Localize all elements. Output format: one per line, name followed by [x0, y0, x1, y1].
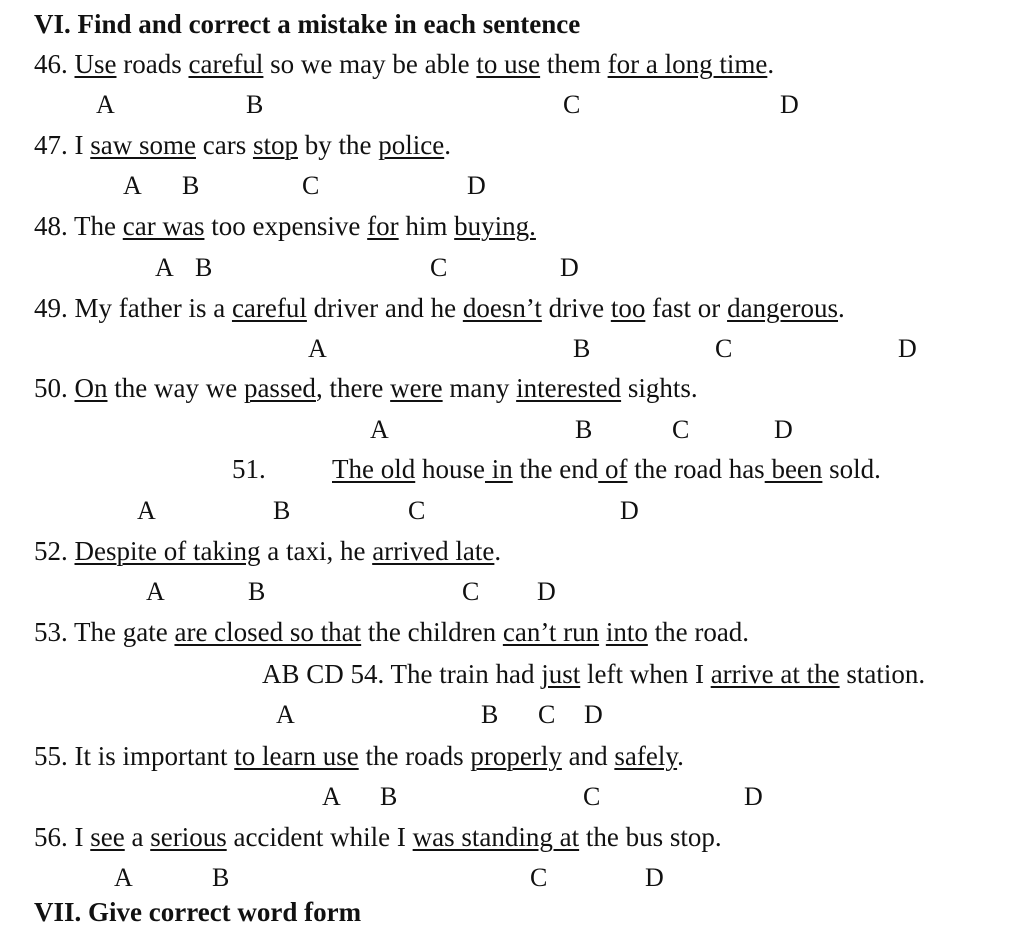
- option-46-c: to use: [476, 49, 541, 79]
- letter-50-a: A: [370, 415, 389, 444]
- letter-51-c: C: [408, 496, 426, 525]
- letter-47-d: D: [467, 171, 486, 200]
- option-52-ab: Despite of taking: [74, 536, 261, 566]
- sentence-48: 48. The car was too expensive for him buying.: [34, 211, 536, 241]
- option-48-d: buying.: [454, 211, 536, 241]
- letter-46-c: C: [563, 90, 581, 119]
- option-55-c: properly: [470, 741, 562, 771]
- option-53-c: can’t run: [502, 617, 600, 647]
- sentence-52: 52. Despite of taking a taxi, he arrived late.: [34, 536, 502, 566]
- sentence-50: 50. On the way we passed, there were many interested sights.: [34, 373, 698, 403]
- sentence-56: 56. I see a serious accident while I was standing at the bus stop.: [34, 822, 722, 852]
- option-49-a: careful: [231, 293, 307, 323]
- letter-55-b: B: [380, 782, 398, 811]
- option-49-b: doesn’t: [462, 293, 542, 323]
- option-50-b: passed: [243, 373, 316, 403]
- sentence-53: 53. The gate are closed so that the children can’t run into the road.: [34, 617, 750, 647]
- sentence-47: 47. I saw some cars stop by the police.: [34, 130, 451, 160]
- letter-51-d: D: [620, 496, 639, 525]
- letter-56-a: A: [114, 863, 133, 892]
- letter-52-c: C: [462, 577, 480, 606]
- option-46-b: careful: [188, 49, 264, 79]
- option-47-d: police: [378, 130, 445, 160]
- letter-50-c: C: [672, 415, 690, 444]
- option-50-d: interested: [516, 373, 622, 403]
- letter-54-d: D: [584, 700, 603, 729]
- option-51-d: been: [764, 454, 823, 484]
- letter-48-d: D: [560, 253, 579, 282]
- sentence-54: AB CD 54. The train had just left when I arrive at the station.: [262, 659, 926, 689]
- letter-55-a: A: [322, 782, 341, 811]
- option-55-ab: to learn use: [234, 741, 359, 771]
- option-49-c: too: [610, 293, 646, 323]
- letter-47-c: C: [302, 171, 320, 200]
- sentence-49: 49. My father is a careful driver and he doesn’t drive too fast or dangerous.: [34, 293, 845, 323]
- letter-51-b: B: [273, 496, 291, 525]
- letter-47-b: B: [182, 171, 200, 200]
- sentence-55: 55. It is important to learn use the roads properly and safely.: [34, 741, 684, 771]
- option-56-a: see: [90, 822, 125, 852]
- option-56-b: serious: [150, 822, 227, 852]
- letter-51-a: A: [137, 496, 156, 525]
- letter-54-b: B: [481, 700, 499, 729]
- letter-55-d: D: [744, 782, 763, 811]
- letter-52-b: B: [248, 577, 266, 606]
- letter-48-b: B: [195, 253, 213, 282]
- letter-56-d: D: [645, 863, 664, 892]
- letter-56-c: C: [530, 863, 548, 892]
- option-48-c: for: [367, 211, 399, 241]
- option-48-ab: car was: [122, 211, 205, 241]
- letter-49-a: A: [308, 334, 327, 363]
- letter-49-c: C: [715, 334, 733, 363]
- option-50-c: were: [390, 373, 443, 403]
- sentence-51: The old house in the end of the road has been sold.: [332, 454, 881, 484]
- option-53-ab: are closed so that: [174, 617, 362, 647]
- option-47-c: stop: [252, 130, 298, 160]
- letter-48-c: C: [430, 253, 448, 282]
- option-55-d: safely: [614, 741, 678, 771]
- option-51-b: in: [484, 454, 513, 484]
- letter-49-b: B: [573, 334, 591, 363]
- letter-49-d: D: [898, 334, 917, 363]
- option-51-a: The old: [332, 454, 416, 484]
- next-section-heading: VII. Give correct word form: [34, 897, 362, 927]
- letter-52-d: D: [537, 577, 556, 606]
- option-49-d: dangerous: [727, 293, 839, 323]
- letter-50-d: D: [774, 415, 793, 444]
- option-46-d: for a long time: [607, 49, 768, 79]
- option-47-ab: saw some: [90, 130, 196, 160]
- letter-47-a: A: [123, 171, 142, 200]
- option-51-c: of: [598, 454, 628, 484]
- option-53-d: into: [605, 617, 648, 647]
- letter-54-a: A: [276, 700, 295, 729]
- letter-46-b: B: [246, 90, 264, 119]
- option-54-b: just: [541, 659, 581, 689]
- option-56-c: was standing at: [412, 822, 580, 852]
- sentence-46: 46. Use roads careful so we may be able to use them for a long time.: [34, 49, 775, 79]
- letter-52-a: A: [146, 577, 165, 606]
- letter-46-d: D: [780, 90, 799, 119]
- letter-56-b: B: [212, 863, 230, 892]
- letter-46-a: A: [96, 90, 115, 119]
- sentence-51-number: 51.: [232, 454, 266, 484]
- letter-50-b: B: [575, 415, 593, 444]
- option-50-a: On: [74, 373, 108, 403]
- letter-54-c: C: [538, 700, 556, 729]
- option-52-cd: arrived late: [372, 536, 495, 566]
- section-title: VI. Find and correct a mistake in each sentence: [34, 9, 581, 39]
- option-54-cd: arrive at the: [710, 659, 840, 689]
- letter-55-c: C: [583, 782, 601, 811]
- option-46-a: Use: [74, 49, 117, 79]
- letter-48-a: A: [155, 253, 174, 282]
